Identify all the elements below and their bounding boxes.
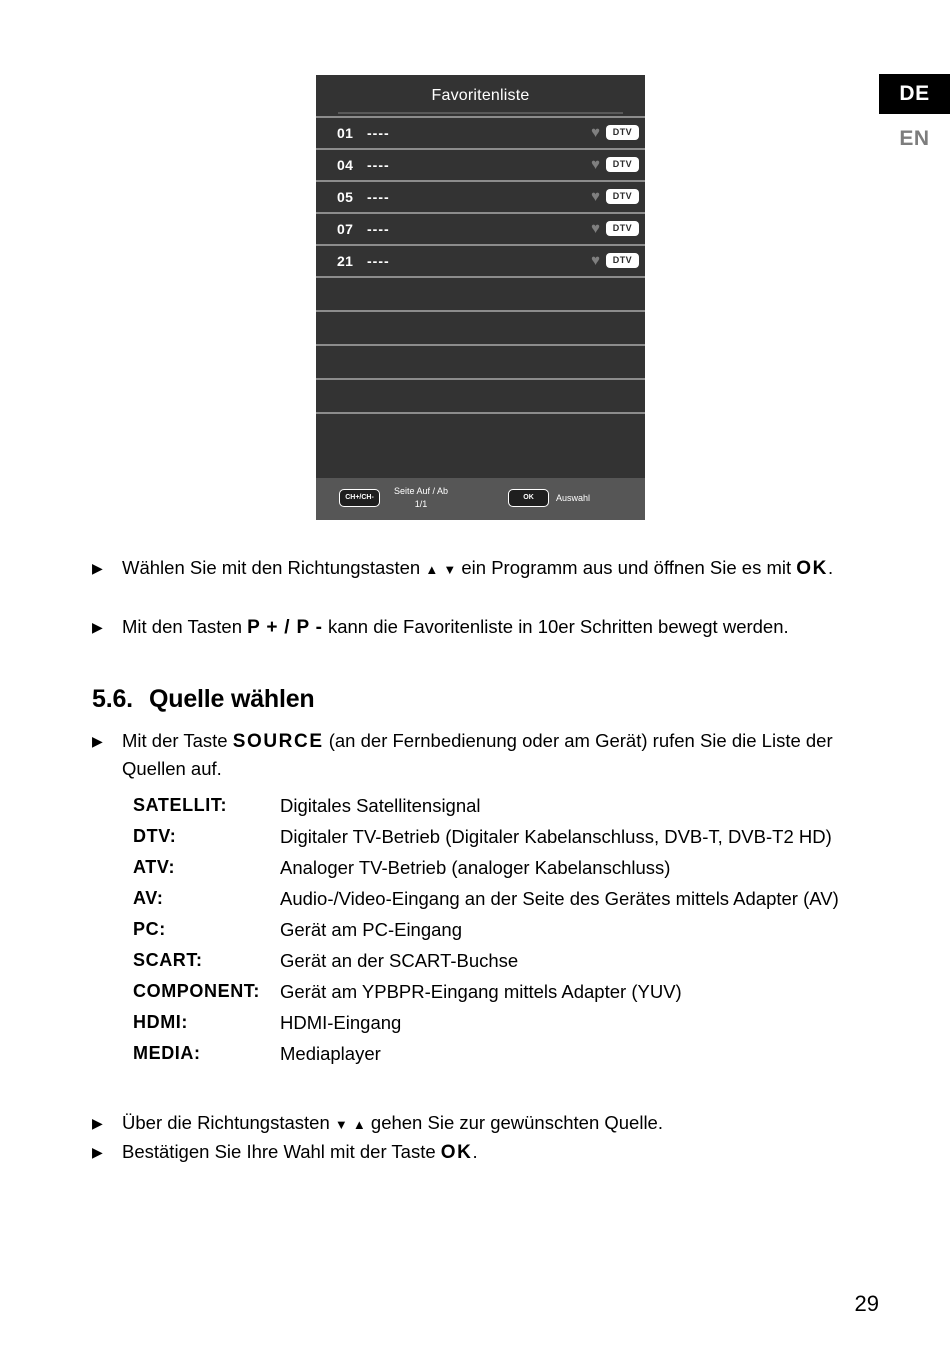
heart-icon: ♥	[591, 188, 600, 205]
source-description: Gerät an der SCART-Buchse	[280, 950, 519, 971]
arrow-down-icon: ▼	[334, 1117, 348, 1132]
bullet-text	[122, 727, 860, 782]
bullet-select-program	[92, 554, 860, 583]
page-number: 29	[854, 1291, 879, 1316]
arrow-up-icon: ▲	[425, 562, 439, 577]
bullet-text-post: .	[827, 557, 834, 578]
bullet-text	[122, 1109, 860, 1138]
osd-source-badge: DTV	[606, 125, 639, 140]
osd-footer-bar	[316, 478, 645, 520]
source-list-item	[133, 790, 863, 821]
source-description: Digitaler TV-Betrieb (Digitaler Kabelanschluss, DVB-T, DVB-T2 HD)	[280, 826, 832, 847]
osd-footer-select-label: Auswahl	[556, 493, 591, 503]
bullet-text-pre: Wählen Sie mit den Richtungstasten	[122, 557, 426, 578]
key-p-plus-minus-label: P + / P -	[247, 617, 323, 638]
bullet-text-pre: Mit der Taste	[122, 730, 233, 751]
osd-empty-row[interactable]	[316, 344, 645, 378]
osd-channel-row[interactable]	[316, 212, 645, 244]
source-list-item	[133, 1038, 863, 1069]
heart-icon: ♥	[591, 156, 600, 173]
source-description: Audio-/Video-Eingang an der Seite des Gerätes mittels Adapter (AV)	[280, 888, 839, 909]
bullet-page-step	[92, 613, 860, 641]
source-term: ATV:	[133, 857, 176, 877]
osd-footer-page-info	[385, 485, 457, 511]
osd-title: Favoritenliste	[431, 87, 530, 104]
osd-channel-number: 07	[337, 221, 354, 237]
osd-channel-name: ----	[367, 253, 390, 269]
osd-key-channel[interactable]: CH+/CH-	[339, 489, 380, 507]
bullet-text-pre: Über die Richtungstasten	[122, 1112, 335, 1133]
osd-channel-name: ----	[367, 125, 390, 141]
key-source-label: SOURCE	[232, 731, 324, 752]
source-term: MEDIA:	[133, 1043, 201, 1063]
bullet-navigate-source	[92, 1109, 860, 1138]
bullet-triangle-icon: ▶	[92, 560, 103, 576]
bullet-text	[122, 613, 860, 641]
bullet-text	[122, 554, 860, 583]
bullet-text-post: kann die Favoritenliste in 10er Schritten bewegt werden.	[322, 616, 789, 637]
source-term: PC:	[133, 919, 166, 939]
bullet-text-post: (an der Fernbedienung oder am Gerät) rufen Sie die Liste der Quellen auf.	[122, 730, 833, 779]
osd-channel-row[interactable]	[316, 148, 645, 180]
osd-source-badge: DTV	[606, 253, 639, 268]
bullet-source-key	[92, 727, 860, 782]
bullet-text-pre: Mit den Tasten	[122, 616, 248, 637]
section-number: 5.6.	[92, 685, 133, 713]
source-list-item	[133, 976, 863, 1007]
source-list-item	[133, 945, 863, 976]
source-list-item	[133, 883, 863, 914]
source-list-item	[133, 852, 863, 883]
bullet-triangle-icon: ▶	[92, 1115, 103, 1131]
bullet-triangle-icon: ▶	[92, 1144, 103, 1160]
source-description: Gerät am PC-Eingang	[280, 919, 463, 940]
bullet-text-post: .	[472, 1141, 478, 1162]
source-list-item	[133, 1007, 863, 1038]
key-ok-label: OK	[440, 1142, 473, 1163]
heart-icon: ♥	[591, 124, 600, 141]
osd-channel-number: 01	[337, 125, 354, 141]
osd-footer-page-indicator: 1/1	[414, 499, 428, 510]
section-heading	[92, 685, 315, 714]
source-term: SATELLIT:	[133, 795, 228, 815]
key-ok-label: OK	[796, 558, 828, 579]
bullet-triangle-icon: ▶	[92, 619, 103, 635]
osd-channel-name: ----	[367, 221, 390, 237]
arrow-down-icon: ▼	[443, 562, 457, 577]
osd-empty-row[interactable]	[316, 378, 645, 412]
osd-source-badge: DTV	[606, 157, 639, 172]
bullet-text-pre: Bestätigen Sie Ihre Wahl mit der Taste	[122, 1141, 441, 1162]
osd-key-ok[interactable]: OK	[508, 489, 549, 507]
osd-channel-number: 21	[337, 253, 354, 269]
osd-empty-row[interactable]	[316, 412, 645, 446]
osd-title-divider	[338, 112, 623, 114]
osd-channel-name: ----	[367, 189, 390, 205]
osd-channel-number: 05	[337, 189, 354, 205]
osd-source-badge: DTV	[606, 189, 639, 204]
osd-empty-row[interactable]	[316, 276, 645, 310]
heart-icon: ♥	[591, 252, 600, 269]
source-list-item	[133, 821, 863, 852]
bullet-confirm-selection	[92, 1138, 860, 1166]
osd-source-badge: DTV	[606, 221, 639, 236]
bullet-text-mid: ein Programm aus und öffnen Sie es mit	[456, 557, 797, 578]
source-term: AV:	[133, 888, 164, 908]
source-description: Mediaplayer	[280, 1043, 381, 1064]
osd-footer-page-label: Seite Auf / Ab	[393, 486, 449, 496]
language-tab-de[interactable]: DE	[879, 74, 950, 114]
source-description: Analoger TV-Betrieb (analoger Kabelanschluss)	[280, 857, 671, 878]
osd-channel-row[interactable]	[316, 116, 645, 148]
source-description: Gerät am YPBPR-Eingang mittels Adapter (YUV)	[280, 981, 682, 1002]
source-term: HDMI:	[133, 1012, 188, 1032]
bullet-text-post: gehen Sie zur gewünschten Quelle.	[365, 1112, 663, 1133]
osd-channel-name: ----	[367, 157, 390, 173]
osd-empty-row[interactable]	[316, 310, 645, 344]
section-title: Quelle wählen	[149, 685, 315, 713]
bullet-triangle-icon: ▶	[92, 733, 103, 749]
bullet-text	[122, 1138, 860, 1166]
arrow-up-icon: ▲	[352, 1117, 366, 1132]
source-list-item	[133, 914, 863, 945]
language-tabs	[879, 74, 950, 149]
source-term: DTV:	[133, 826, 177, 846]
osd-channel-row[interactable]	[316, 180, 645, 212]
osd-channel-number: 04	[337, 157, 354, 173]
tv-osd-screenshot	[316, 75, 645, 520]
source-description: Digitales Satellitensignal	[280, 795, 481, 816]
source-description: HDMI-Eingang	[280, 1012, 402, 1033]
language-tab-en[interactable]: EN	[899, 127, 930, 150]
source-term: COMPONENT:	[133, 981, 260, 1001]
osd-channel-row[interactable]	[316, 244, 645, 276]
source-definition-list	[133, 790, 863, 1069]
heart-icon: ♥	[591, 220, 600, 237]
source-term: SCART:	[133, 950, 203, 970]
